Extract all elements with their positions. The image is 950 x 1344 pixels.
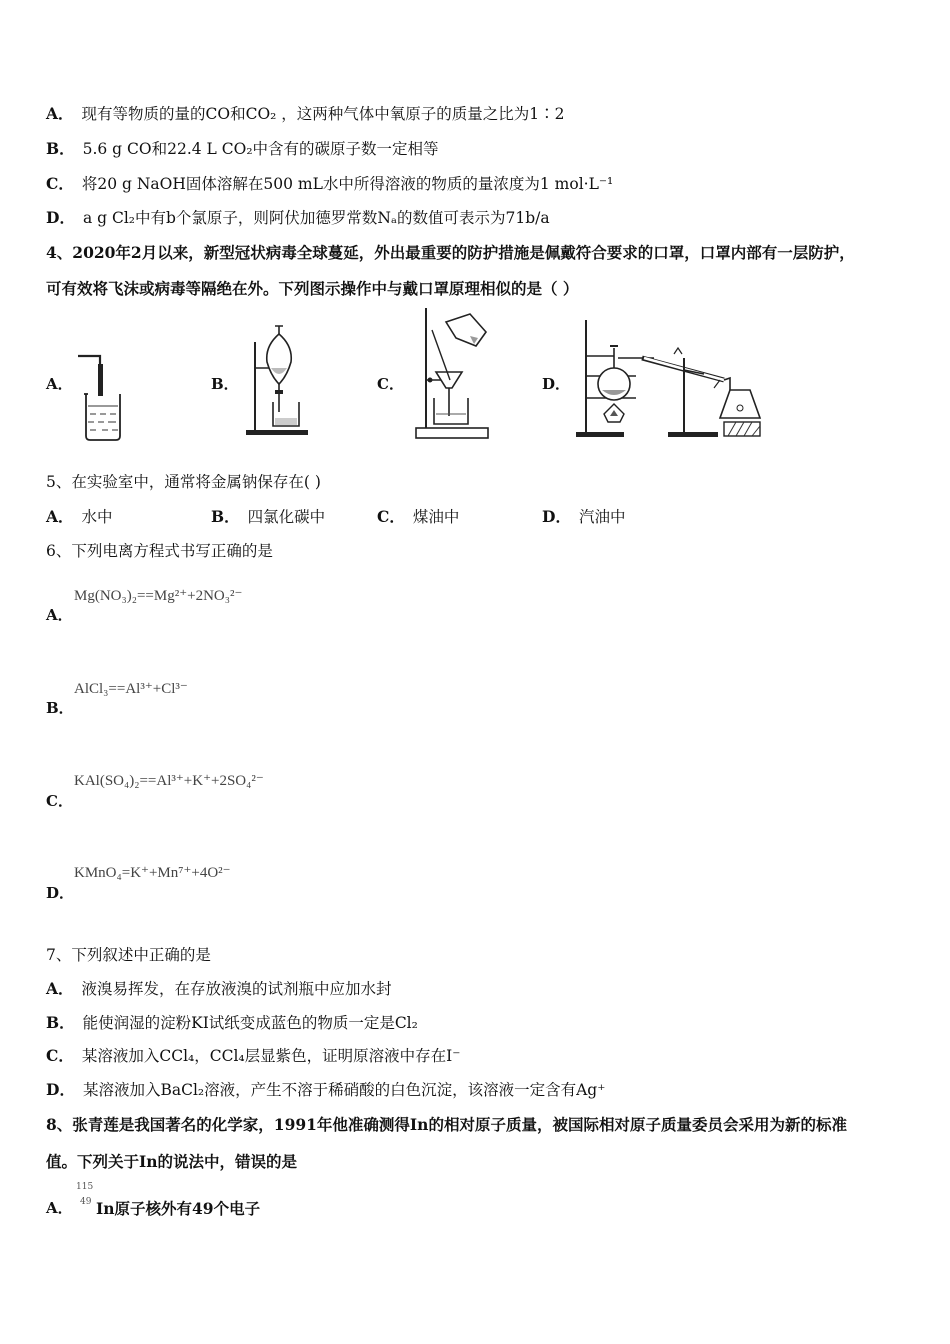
q5-option-c (377, 505, 459, 527)
option-text: 煤油中 (412, 508, 460, 526)
q8-stem-line2: 值。下列关于In的说法中，错误的是 (46, 1152, 298, 1171)
option-label: B． (46, 1013, 75, 1032)
option-label: D． (46, 1080, 75, 1099)
option-text: 四氯化碳中 (247, 508, 326, 526)
q4-option-a-label: A． (46, 375, 73, 393)
q6-option-b-label: B． (46, 699, 74, 717)
q7-option-d (46, 1078, 605, 1100)
q5-option-d (542, 505, 625, 527)
q6-stem: 6、下列电离方程式书写正确的是 (46, 542, 273, 560)
q7-option-c (46, 1044, 460, 1066)
option-label: A． (46, 979, 74, 998)
q3-option-b (46, 137, 439, 159)
apparatus-distillation-icon (574, 318, 764, 440)
q6-option-d-label: D． (46, 884, 75, 902)
apparatus-filtration-icon (410, 306, 494, 442)
q8-mass-number: 115 (76, 1182, 94, 1192)
option-text: 水中 (81, 508, 113, 526)
q4-option-c-label: C． (377, 375, 404, 393)
option-label: D． (46, 208, 75, 227)
q8-option-a-text: In原子核外有49个电子 (96, 1199, 261, 1218)
q8-atomic-number: 49 (80, 1197, 92, 1207)
q7-option-b (46, 1011, 418, 1033)
q4-option-b-label: B． (211, 375, 239, 393)
q6-option-a-label: A． (46, 606, 73, 624)
apparatus-separatory-funnel-icon (243, 322, 311, 438)
q8-option-a-label: A． (46, 1199, 73, 1217)
option-label: A． (46, 104, 74, 123)
q4-stem-line2: 可有效将飞沫或病毒等隔绝在外。下列图示操作中与戴口罩原理相似的是（ ） (46, 279, 579, 298)
q5-option-a (46, 505, 113, 527)
q3-option-d (46, 206, 550, 228)
q4-option-d-label: D． (542, 375, 571, 393)
option-text: 汽油中 (578, 508, 626, 526)
option-text: 液溴易挥发，在存放液溴的试剂瓶中应加水封 (81, 980, 392, 998)
option-label: A． (46, 507, 74, 526)
option-text: 5.6 g CO和22.4 L CO₂中含有的碳原子数一定相等 (82, 140, 439, 158)
q4-stem-line1: 4、2020年2月以来，新型冠状病毒全球蔓延，外出最重要的防护措施是佩戴符合要求的口罩，口罩内部有一层防护， (46, 243, 855, 262)
option-text: 某溶液加入BaCl₂溶液，产生不溶于稀硝酸的白色沉淀，该溶液一定含有Ag⁺ (82, 1081, 606, 1099)
option-label: C． (46, 1046, 74, 1065)
option-text: 现有等物质的量的CO和CO₂ ，这两种气体中氧原子的质量之比为1∶2 (81, 105, 565, 123)
q5-stem: 5、在实验室中，通常将金属钠保存在( ) (46, 473, 321, 491)
option-label: D． (542, 507, 571, 526)
q3-option-c (46, 172, 613, 194)
option-text: 将20 g NaOH固体溶解在500 mL水中所得溶液的物质的量浓度为1 mol·L⁻¹ (81, 175, 614, 193)
q6-option-c-label: C． (46, 792, 73, 810)
q7-option-a (46, 977, 392, 999)
q5-option-b (211, 505, 325, 527)
q6-option-d-equation: KMnO₄=K⁺+Mn⁷⁺+4O²⁻ (74, 865, 231, 881)
option-label: C． (377, 507, 405, 526)
option-text: 某溶液加入CCl₄，CCl₄层显紫色，证明原溶液中存在I⁻ (81, 1047, 461, 1065)
q6-option-b-equation: AlCl₃==Al³⁺+Cl³⁻ (74, 681, 188, 697)
q8-stem-line1: 8、张青莲是我国著名的化学家，1991年他准确测得In的相对原子质量，被国际相对原子质量委员会采用为新的标准 (46, 1115, 847, 1134)
q6-option-a-equation: Mg(NO₃)₂==Mg²⁺+2NO₃²⁻ (74, 588, 243, 604)
option-text: a g Cl₂中有b个氯原子，则阿伏加德罗常数Nₐ的数值可表示为71b/a (82, 209, 550, 227)
q3-option-a (46, 102, 565, 124)
apparatus-beaker-tube-icon (72, 348, 128, 444)
q7-stem: 7、下列叙述中正确的是 (46, 946, 211, 964)
option-label: B． (211, 507, 240, 526)
option-label: C． (46, 174, 74, 193)
option-text: 能使润湿的淀粉KI试纸变成蓝色的物质一定是Cl₂ (82, 1014, 418, 1032)
option-label: B． (46, 139, 75, 158)
q6-option-c-equation: KAl(SO₄)₂==Al³⁺+K⁺+2SO₄²⁻ (74, 773, 264, 789)
